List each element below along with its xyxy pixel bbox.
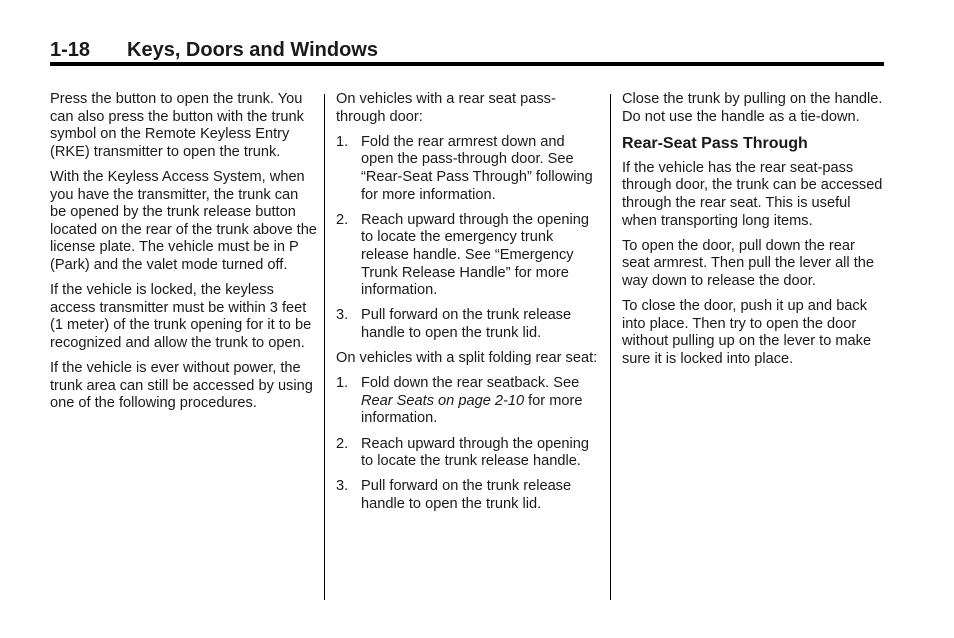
procedure-list-2 [336, 375, 598, 513]
list-item-text: Pull forward on the trunk release handle to open the trunk lid. [361, 307, 572, 341]
column-3 [622, 91, 884, 376]
list-item-text: Fold down the rear seatback. See [361, 375, 580, 392]
list-item-text: Pull forward on the trunk release handle to open the trunk lid. [361, 478, 572, 513]
list-number: 2. [336, 435, 349, 452]
list-number: 3. [336, 478, 349, 495]
paragraph: To open the door, pull down the rear seat armrest. Then pull the lever all the way down to release the door. [622, 237, 875, 289]
list-number: 1. [336, 375, 349, 392]
header-rule [50, 62, 884, 66]
list-item [336, 375, 598, 428]
list-number: 3. [336, 307, 349, 324]
list-item-text: for more information. [361, 392, 583, 427]
list-item-text: Fold the rear armrest down and open the pass-through door. See “Rear-Seat Pass Through” following for more information. [361, 133, 593, 203]
list-item [336, 478, 598, 513]
page-header [50, 38, 884, 62]
paragraph: Press the button to open the trunk. You can also press the button with the trunk symbol on the Remote Keyless Entry (RKE) transmitter to open the trunk. [50, 91, 304, 160]
column-1 [50, 91, 318, 420]
paragraph: With the Keyless Access System, when you have the transmitter, the trunk can be opened by the trunk release button located on the rear of the trunk above the license plate. The vehicle must be in P (Park) and the valet mode turned off. [50, 168, 317, 273]
column-divider-1 [324, 94, 325, 600]
paragraph: If the vehicle is locked, the keyless access transmitter must be within 3 feet (1 meter) of the trunk opening for it to be recognized and allow the trunk to open. [50, 282, 312, 351]
list-item [336, 212, 598, 300]
intro-text: On vehicles with a rear seat pass-through door: [336, 91, 556, 125]
list-number: 2. [336, 211, 349, 228]
list-item [336, 307, 598, 342]
section-heading: Rear-Seat Pass Through [622, 134, 808, 152]
column-divider-2 [610, 94, 611, 600]
procedure-list-1 [336, 134, 598, 343]
list-item [336, 436, 598, 471]
list-item-text: Reach upward through the opening to locate the trunk release handle. [361, 435, 589, 470]
paragraph: If the vehicle has the rear seat-pass through door, the trunk can be accessed through the rear seat. This is useful when transporting long items. [622, 159, 883, 229]
list-item [336, 134, 598, 204]
column-2 [336, 91, 598, 521]
page-title: Keys, Doors and Windows [127, 39, 378, 61]
paragraph: To close the door, push it up and back into place. Then try to open the door without pulling up on the lever to make sure it is locked into place. [622, 298, 872, 367]
paragraph: Close the trunk by pulling on the handle. Do not use the handle as a tie-down. [622, 91, 883, 125]
intro-text: On vehicles with a split folding rear seat: [336, 350, 598, 367]
list-item-text: Reach upward through the opening to locate the emergency trunk release handle. See “Emergency Trunk Release Handle” for more information. [361, 211, 589, 299]
page-reference-link[interactable]: Rear Seats on page 2‑10 [361, 392, 525, 409]
section-number: 1-18 [50, 39, 91, 61]
list-number: 1. [336, 133, 349, 150]
paragraph: If the vehicle is ever without power, the trunk area can still be accessed by using one of the following procedures. [50, 360, 313, 412]
